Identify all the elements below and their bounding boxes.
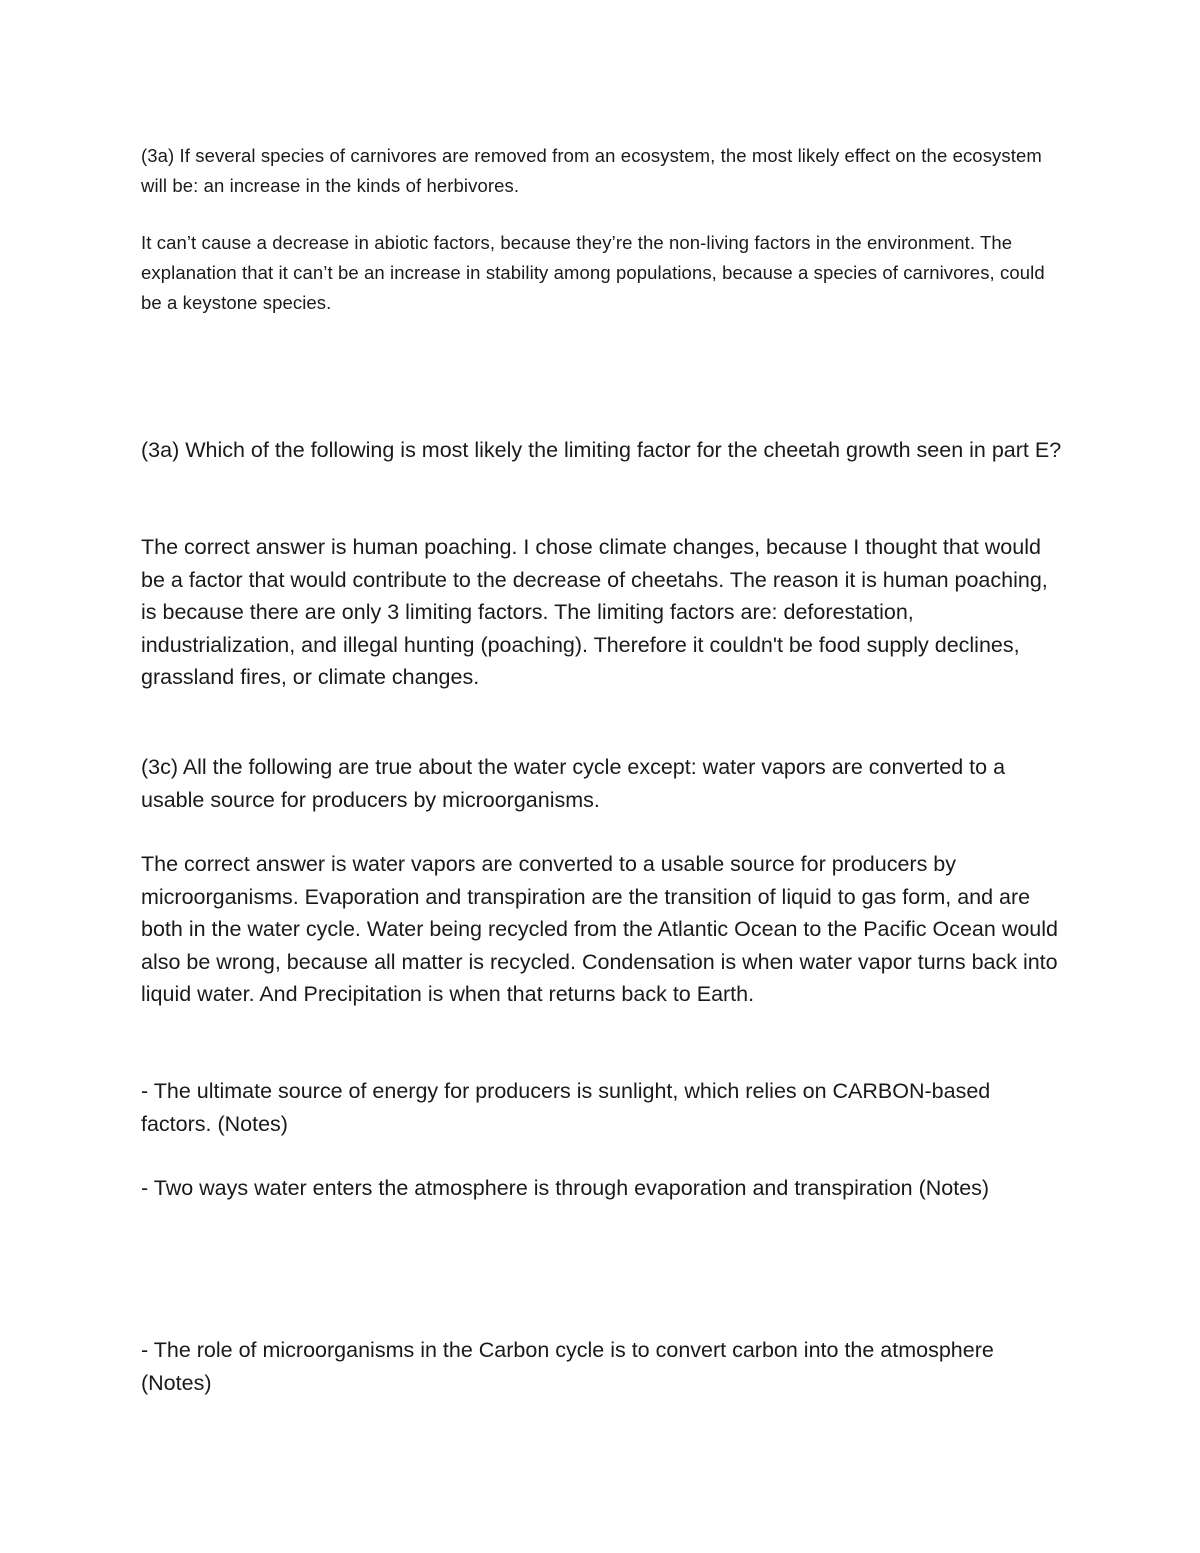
question-3a-carnivores: (3a) If several species of carnivores are removed from an ecosystem, the most likely effect on the ecosystem will be: an increase in the kinds of herbivores. [141,145,1042,196]
explanation-human-poaching: The correct answer is human poaching. I chose climate changes, because I thought that would be a factor that would contribute to the decrease of cheetahs. The reason it is human poaching, is because there are only 3 limiting factors. The limiting factors are: deforestation, industrialization, and illegal hunting (poaching). Therefore it couldn't be food supply declines, grassland fires, or climate changes. [141,535,1048,689]
explanation-abiotic-factors: It can’t cause a decrease in abiotic factors, because they’re the non-living factors in the environment. The explanation that it can’t be an increase in stability among populations, because a species of carnivores, could be a keystone species. [141,232,1045,313]
note-energy-source: - The ultimate source of energy for producers is sunlight, which relies on CARBON-based factors. (Notes) [141,1079,991,1136]
note-carbon-cycle-microorganisms: - The role of microorganisms in the Carbon cycle is to convert carbon into the atmosphere (Notes) [141,1338,994,1395]
question-3a-cheetah-limiting-factor: (3a) Which of the following is most likely the limiting factor for the cheetah growth seen in part E? [141,438,1062,462]
explanation-water-cycle: The correct answer is water vapors are converted to a usable source for producers by microorganisms. Evaporation and transpiration are the transition of liquid to gas form, and are both in the water cycle. Water being recycled from the Atlantic Ocean to the Pacific Ocean would also be wrong, because all matter is recycled. Condensation is when water vapor turns back into liquid water. And Precipitation is when that returns back to Earth. [141,852,1058,1006]
note-water-atmosphere: - Two ways water enters the atmosphere is through evaporation and transpiration (Notes) [141,1176,990,1200]
question-3c-water-cycle: (3c) All the following are true about the water cycle except: water vapors are converted to a usable source for producers by microorganisms. [141,755,1006,812]
